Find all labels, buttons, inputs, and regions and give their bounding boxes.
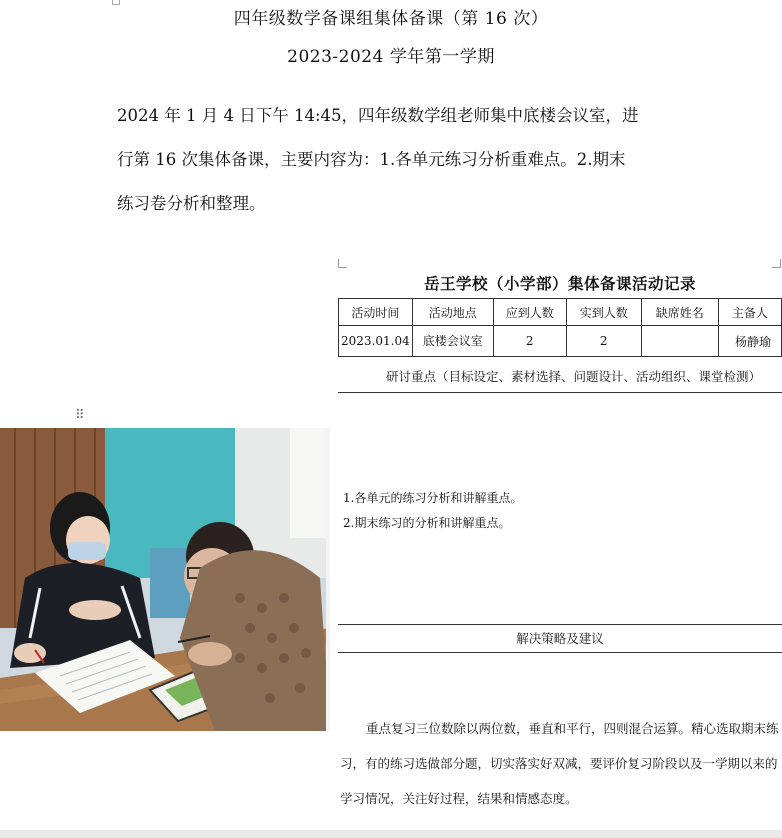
intro-paragraph — [117, 94, 677, 226]
list-item: 2.期末练习的分析和讲解重点。 — [343, 516, 511, 530]
focus-label: 研讨重点（目标设定、素材选择、问题设计、活动组织、课堂检测） — [386, 369, 762, 384]
record-title: 岳王学校（小学部）集体备课活动记录 — [423, 274, 696, 293]
header-cell: 活动地点 — [412, 299, 493, 326]
value-cell — [641, 326, 718, 357]
record-table — [338, 298, 782, 357]
list-item: 1.各单元的练习分析和讲解重点。 — [343, 491, 523, 505]
focus-header — [338, 359, 782, 393]
header-cell: 主备人 — [718, 299, 781, 326]
value-cell: 2 — [566, 326, 641, 357]
header-cell: 活动时间 — [339, 299, 413, 326]
crop-mark — [338, 259, 347, 268]
value-cell: 2023.01.04 — [339, 326, 413, 357]
solution-line: 学习情况，关注好过程，结果和情感态度。 — [340, 791, 578, 806]
page-subtitle: 2023-2024 学年第一学期 — [287, 47, 495, 67]
meeting-photo-illustration — [0, 428, 330, 731]
meeting-photo — [0, 428, 330, 731]
table-header-row — [339, 299, 782, 326]
solution-header: 解决策略及建议 — [338, 624, 782, 653]
crop-mark — [772, 259, 781, 268]
intro-line: 行第 16 次集体备课，主要内容为：1.各单元练习分析重难点。2.期末 — [117, 150, 626, 169]
header-cell: 实到人数 — [566, 299, 641, 326]
page-title: 四年级数学备课组集体备课（第 16 次） — [233, 9, 549, 29]
value-cell: 2 — [493, 326, 566, 357]
value-cell: 底楼会议室 — [412, 326, 493, 357]
solution-paragraph — [340, 711, 780, 816]
value-cell: 杨静瑜 — [718, 326, 781, 357]
header-cell: 缺席姓名 — [641, 299, 718, 326]
page-bottom-bar — [0, 830, 782, 838]
intro-line: 2024 年 1 月 4 日下午 14:45，四年级数学组老师集中底楼会议室，进 — [117, 106, 639, 125]
table-row — [339, 326, 782, 357]
solution-line: 重点复习三位数除以两位数，垂直和平行，四则混合运算。精心选取期末练 — [366, 721, 779, 736]
solution-line: 习，有的练习选做部分题，切实落实好双减，要评价复习阶段以及一学期以来的 — [340, 756, 778, 771]
focus-list — [343, 486, 522, 536]
header-cell: 应到人数 — [493, 299, 566, 326]
drag-handle-icon[interactable]: ⠿ — [75, 408, 85, 423]
intro-line: 练习卷分析和整理。 — [117, 194, 266, 213]
